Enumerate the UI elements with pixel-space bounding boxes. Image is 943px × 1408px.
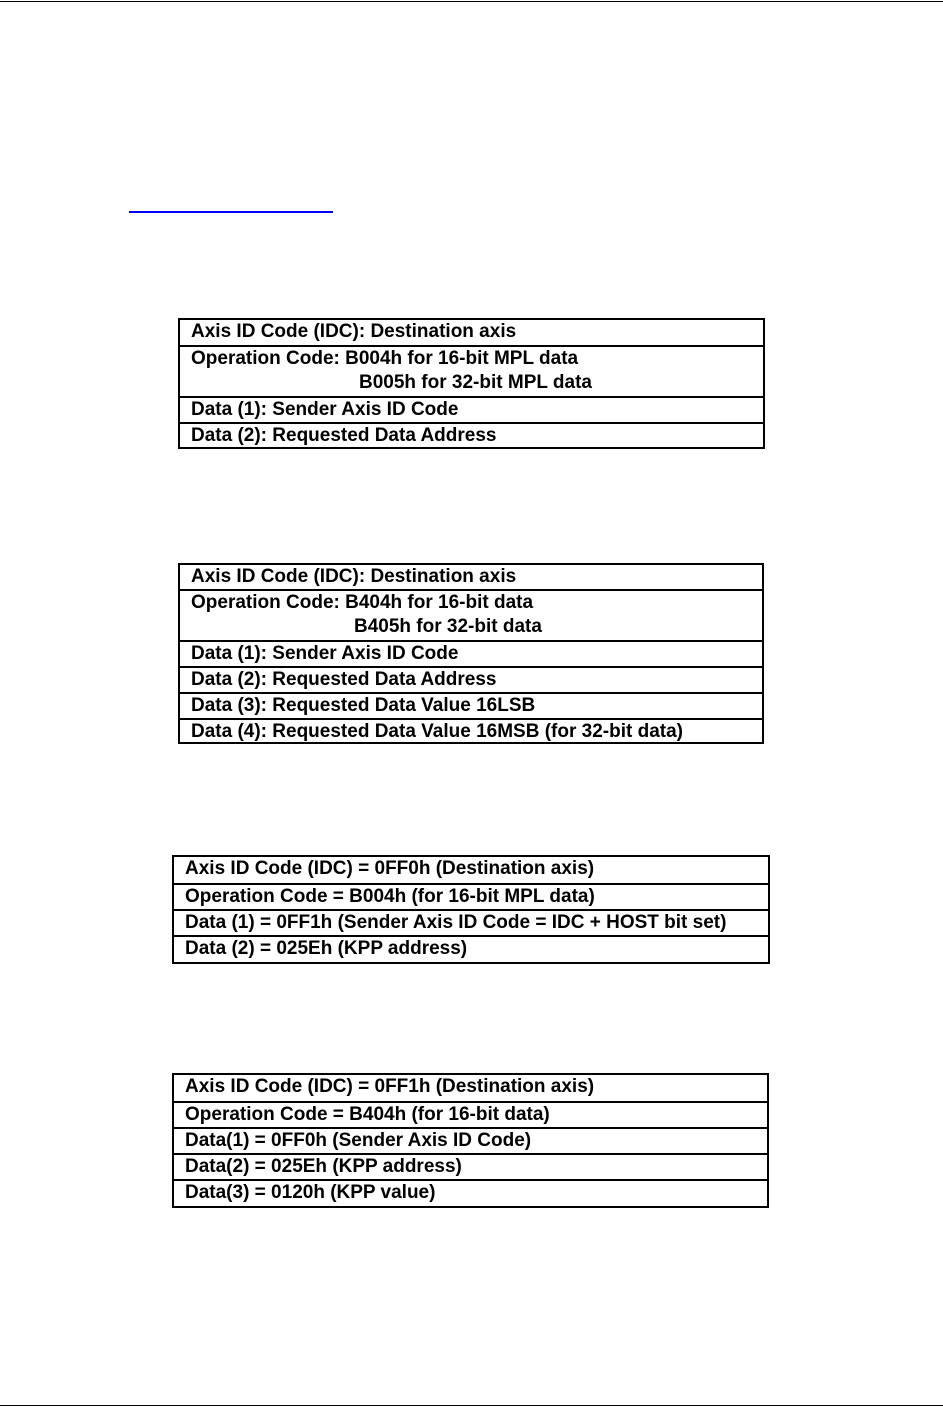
top-rule xyxy=(0,1,943,2)
table-row: Data (1): Sender Axis ID Code xyxy=(180,398,763,424)
table-row: Data(3) = 0120h (KPP value) xyxy=(185,1182,436,1203)
table-row: Data (2): Requested Data Address xyxy=(191,425,497,446)
table-row xyxy=(180,591,762,642)
operation-code-line: B405h for 32-bit data xyxy=(354,616,542,637)
answer-message-table xyxy=(178,563,764,744)
table-row: Data (4): Requested Data Value 16MSB (for 32-bit data) xyxy=(191,721,683,742)
operation-code-line: Operation Code: B404h for 16-bit data xyxy=(191,592,534,613)
table-row: Data(2) = 025Eh (KPP address) xyxy=(174,1155,767,1181)
table-row: Axis ID Code (IDC) = 0FF1h (Destination axis) xyxy=(174,1075,767,1103)
operation-code-line: B005h for 32-bit MPL data xyxy=(359,372,592,393)
table-row: Axis ID Code (IDC) = 0FF0h (Destination axis) xyxy=(174,857,768,885)
table-row: Data (2) = 025Eh (KPP address) xyxy=(185,938,468,959)
operation-code-line: Operation Code: B004h for 16-bit MPL data xyxy=(191,348,579,369)
table-row: Data (1): Sender Axis ID Code xyxy=(180,642,762,668)
example-answer-table xyxy=(172,1073,769,1208)
table-row: Data (3): Requested Data Value 16LSB xyxy=(180,694,762,720)
table-row: Axis ID Code (IDC): Destination axis xyxy=(180,320,763,347)
table-row: Operation Code = B404h (for 16-bit data) xyxy=(174,1103,767,1129)
table-row: Operation Code = B004h (for 16-bit MPL data) xyxy=(174,885,768,911)
hyperlink-underline[interactable] xyxy=(129,211,333,213)
table-row: Data (1) = 0FF1h (Sender Axis ID Code = IDC + HOST bit set) xyxy=(174,911,768,937)
request-message-table xyxy=(178,318,765,449)
table-row: Data(1) = 0FF0h (Sender Axis ID Code) xyxy=(174,1129,767,1155)
table-row: Data (2): Requested Data Address xyxy=(180,668,762,694)
table-row: Axis ID Code (IDC): Destination axis xyxy=(180,565,762,591)
example-request-table xyxy=(172,855,770,964)
bottom-rule xyxy=(0,1405,943,1406)
table-row xyxy=(180,347,763,398)
